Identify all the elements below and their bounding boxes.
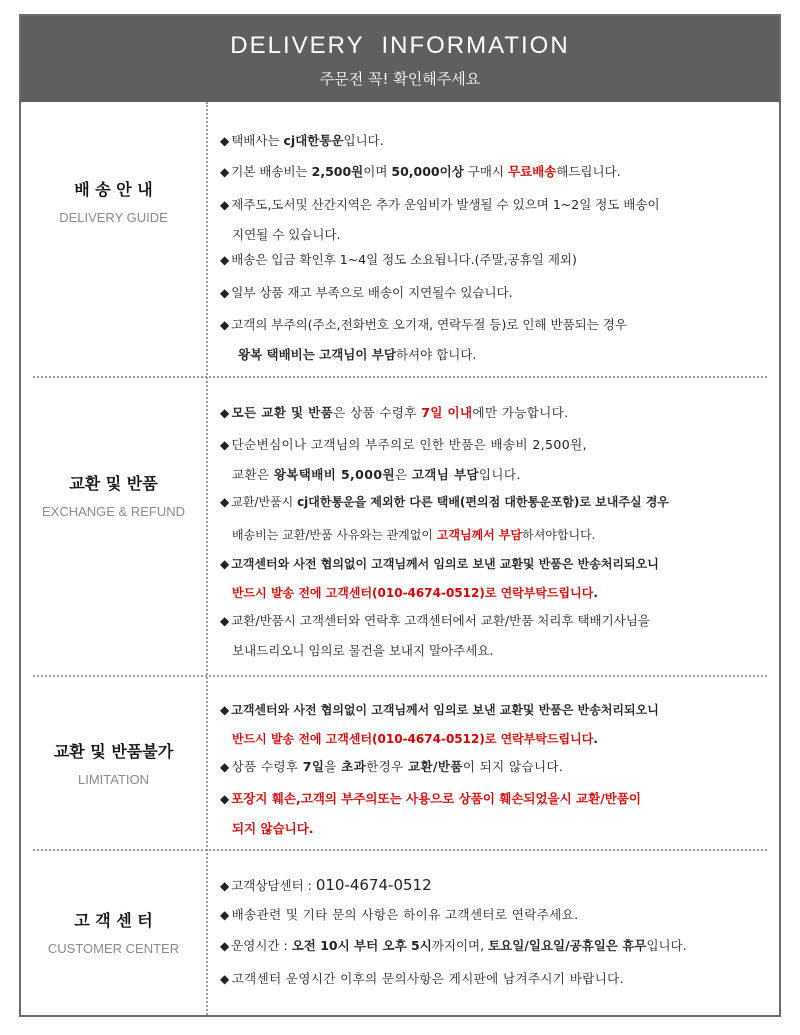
section-title-en: LIMITATION <box>77 772 150 787</box>
bullet-icon: ◆ <box>220 557 230 571</box>
section-title-en: EXCHANGE & REFUND <box>41 504 186 519</box>
bullet-icon: ◆ <box>220 165 230 179</box>
bullet-icon: ◆ <box>220 879 230 893</box>
section-divider <box>33 376 767 378</box>
section-title-ko: 교환 및 반품 <box>69 474 158 493</box>
section-title-en: DELIVERY GUIDE <box>59 210 168 225</box>
page-title: DELIVERY INFORMATION <box>230 32 570 59</box>
list-item: ◆ 고객상담센터 : 010-4674-0512 <box>220 876 432 894</box>
bullet-icon: ◆ <box>220 703 230 717</box>
section-divider <box>33 849 767 851</box>
bullet-icon: ◆ <box>220 438 230 452</box>
bullet-icon: ◆ <box>220 318 230 332</box>
bullet-icon: ◆ <box>220 495 230 509</box>
bullet-icon: ◆ <box>220 198 230 212</box>
list-item: ◆ 기본 배송비는 2,500원이며 50,000이상 구매시 무료배송해드립니다. <box>220 164 621 179</box>
section-title-en: CUSTOMER CENTER <box>47 941 180 956</box>
section-title-ko: 교환 및 반품불가 <box>53 742 174 761</box>
section-title-ko: 배 송 안 내 <box>74 180 153 199</box>
list-item: ◆ 고객센터와 사전 협의없이 고객님께서 임의로 보낸 교환및 반품은 반송처리되오니 반드시 발송 전에 고객센터(010-4674-0512)로 연락부탁드립니다. <box>220 703 659 746</box>
list-item: ◆ 배송관련 및 기타 문의 사항은 하이유 고객센터로 연락주세요. <box>220 907 579 922</box>
bullet-icon: ◆ <box>220 760 230 774</box>
section-divider <box>33 675 767 677</box>
list-item: ◆ 일부 상품 재고 부족으로 배송이 지연될수 있습니다. <box>220 285 513 300</box>
list-item: ◆ 교환/반품시 고객센터와 연락후 고객센터에서 교환/반품 처리후 택배기사님을 보내드리오니 임의로 물건을 보내지 말아주세요. <box>220 613 650 658</box>
list-item: ◆ 고객센터와 사전 협의없이 고객님께서 임의로 보낸 교환및 반품은 반송처리되오니 반드시 발송 전에 고객센터(010-4674-0512)로 연락부탁드립니다. <box>220 557 659 600</box>
bullet-icon: ◆ <box>220 908 230 922</box>
section-label-customer <box>21 908 206 956</box>
header-bar <box>21 16 779 102</box>
list-item: ◆ 택배사는 cj대한통운입니다. <box>220 133 384 148</box>
list-item: ◆ 제주도,도서및 산간지역은 추가 운임비가 발생될 수 있으며 1~2일 정도 배송이 지연될 수 있습니다. <box>220 197 660 242</box>
bullet-icon: ◆ <box>220 406 230 420</box>
section-title-ko: 고 객 센 터 <box>74 911 153 930</box>
bullet-icon: ◆ <box>220 253 230 267</box>
list-item: ◆ 교환/반품시 cj대한통운을 제외한 다른 택배(편의점 대한통운포함)로 보내주실 경우 배송비는 교환/반품 사유와는 관계없이 고객님께서 부담하셔야합니다. <box>220 495 669 542</box>
section-label-delivery <box>21 177 206 225</box>
bullet-icon: ◆ <box>220 972 230 986</box>
bullet-icon: ◆ <box>220 134 230 148</box>
bullet-icon: ◆ <box>220 792 230 806</box>
bullet-icon: ◆ <box>220 939 230 953</box>
section-label-limitation <box>21 739 206 787</box>
list-item: ◆ 단순변심이나 고객님의 부주의로 인한 반품은 배송비 2,500원, 교환은 왕복택배비 5,000원은 고객님 부담입니다. <box>220 437 587 482</box>
section-label-exchange <box>21 471 206 519</box>
list-item: ◆ 고객의 부주의(주소,전화번호 오기재, 연락두절 등)로 인해 반품되는 경우 왕복 택배비는 고객님이 부담하셔야 합니다. <box>220 317 627 362</box>
list-item: ◆ 배송은 입금 확인후 1~4일 정도 소요됩니다.(주말,공휴일 제외) <box>220 252 577 267</box>
bullet-icon: ◆ <box>220 286 230 300</box>
list-item: ◆ 모든 교환 및 반품은 상품 수령후 7일 이내에만 가능합니다. <box>220 405 569 420</box>
list-item: ◆ 고객센터 운영시간 이후의 문의사항은 게시판에 남겨주시기 바랍니다. <box>220 971 625 986</box>
list-item: ◆ 상품 수령후 7일을 초과한경우 교환/반품이 되지 않습니다. <box>220 759 564 774</box>
delivery-info-panel <box>19 14 781 1017</box>
page-subtitle: 주문전 꼭! 확인해주세요 <box>319 70 481 88</box>
phone-number: 010-4674-0512 <box>315 876 432 894</box>
list-item: ◆ 포장지 훼손,고객의 부주의또는 사용으로 상품이 훼손되었을시 교환/반품이 되지 않습니다. <box>220 791 641 836</box>
bullet-icon: ◆ <box>220 614 230 628</box>
list-item: ◆ 운영시간 : 오전 10시 부터 오후 5시까지이며, 토요일/일요일/공휴일은 휴무입니다. <box>220 938 687 953</box>
column-divider <box>206 102 208 1015</box>
